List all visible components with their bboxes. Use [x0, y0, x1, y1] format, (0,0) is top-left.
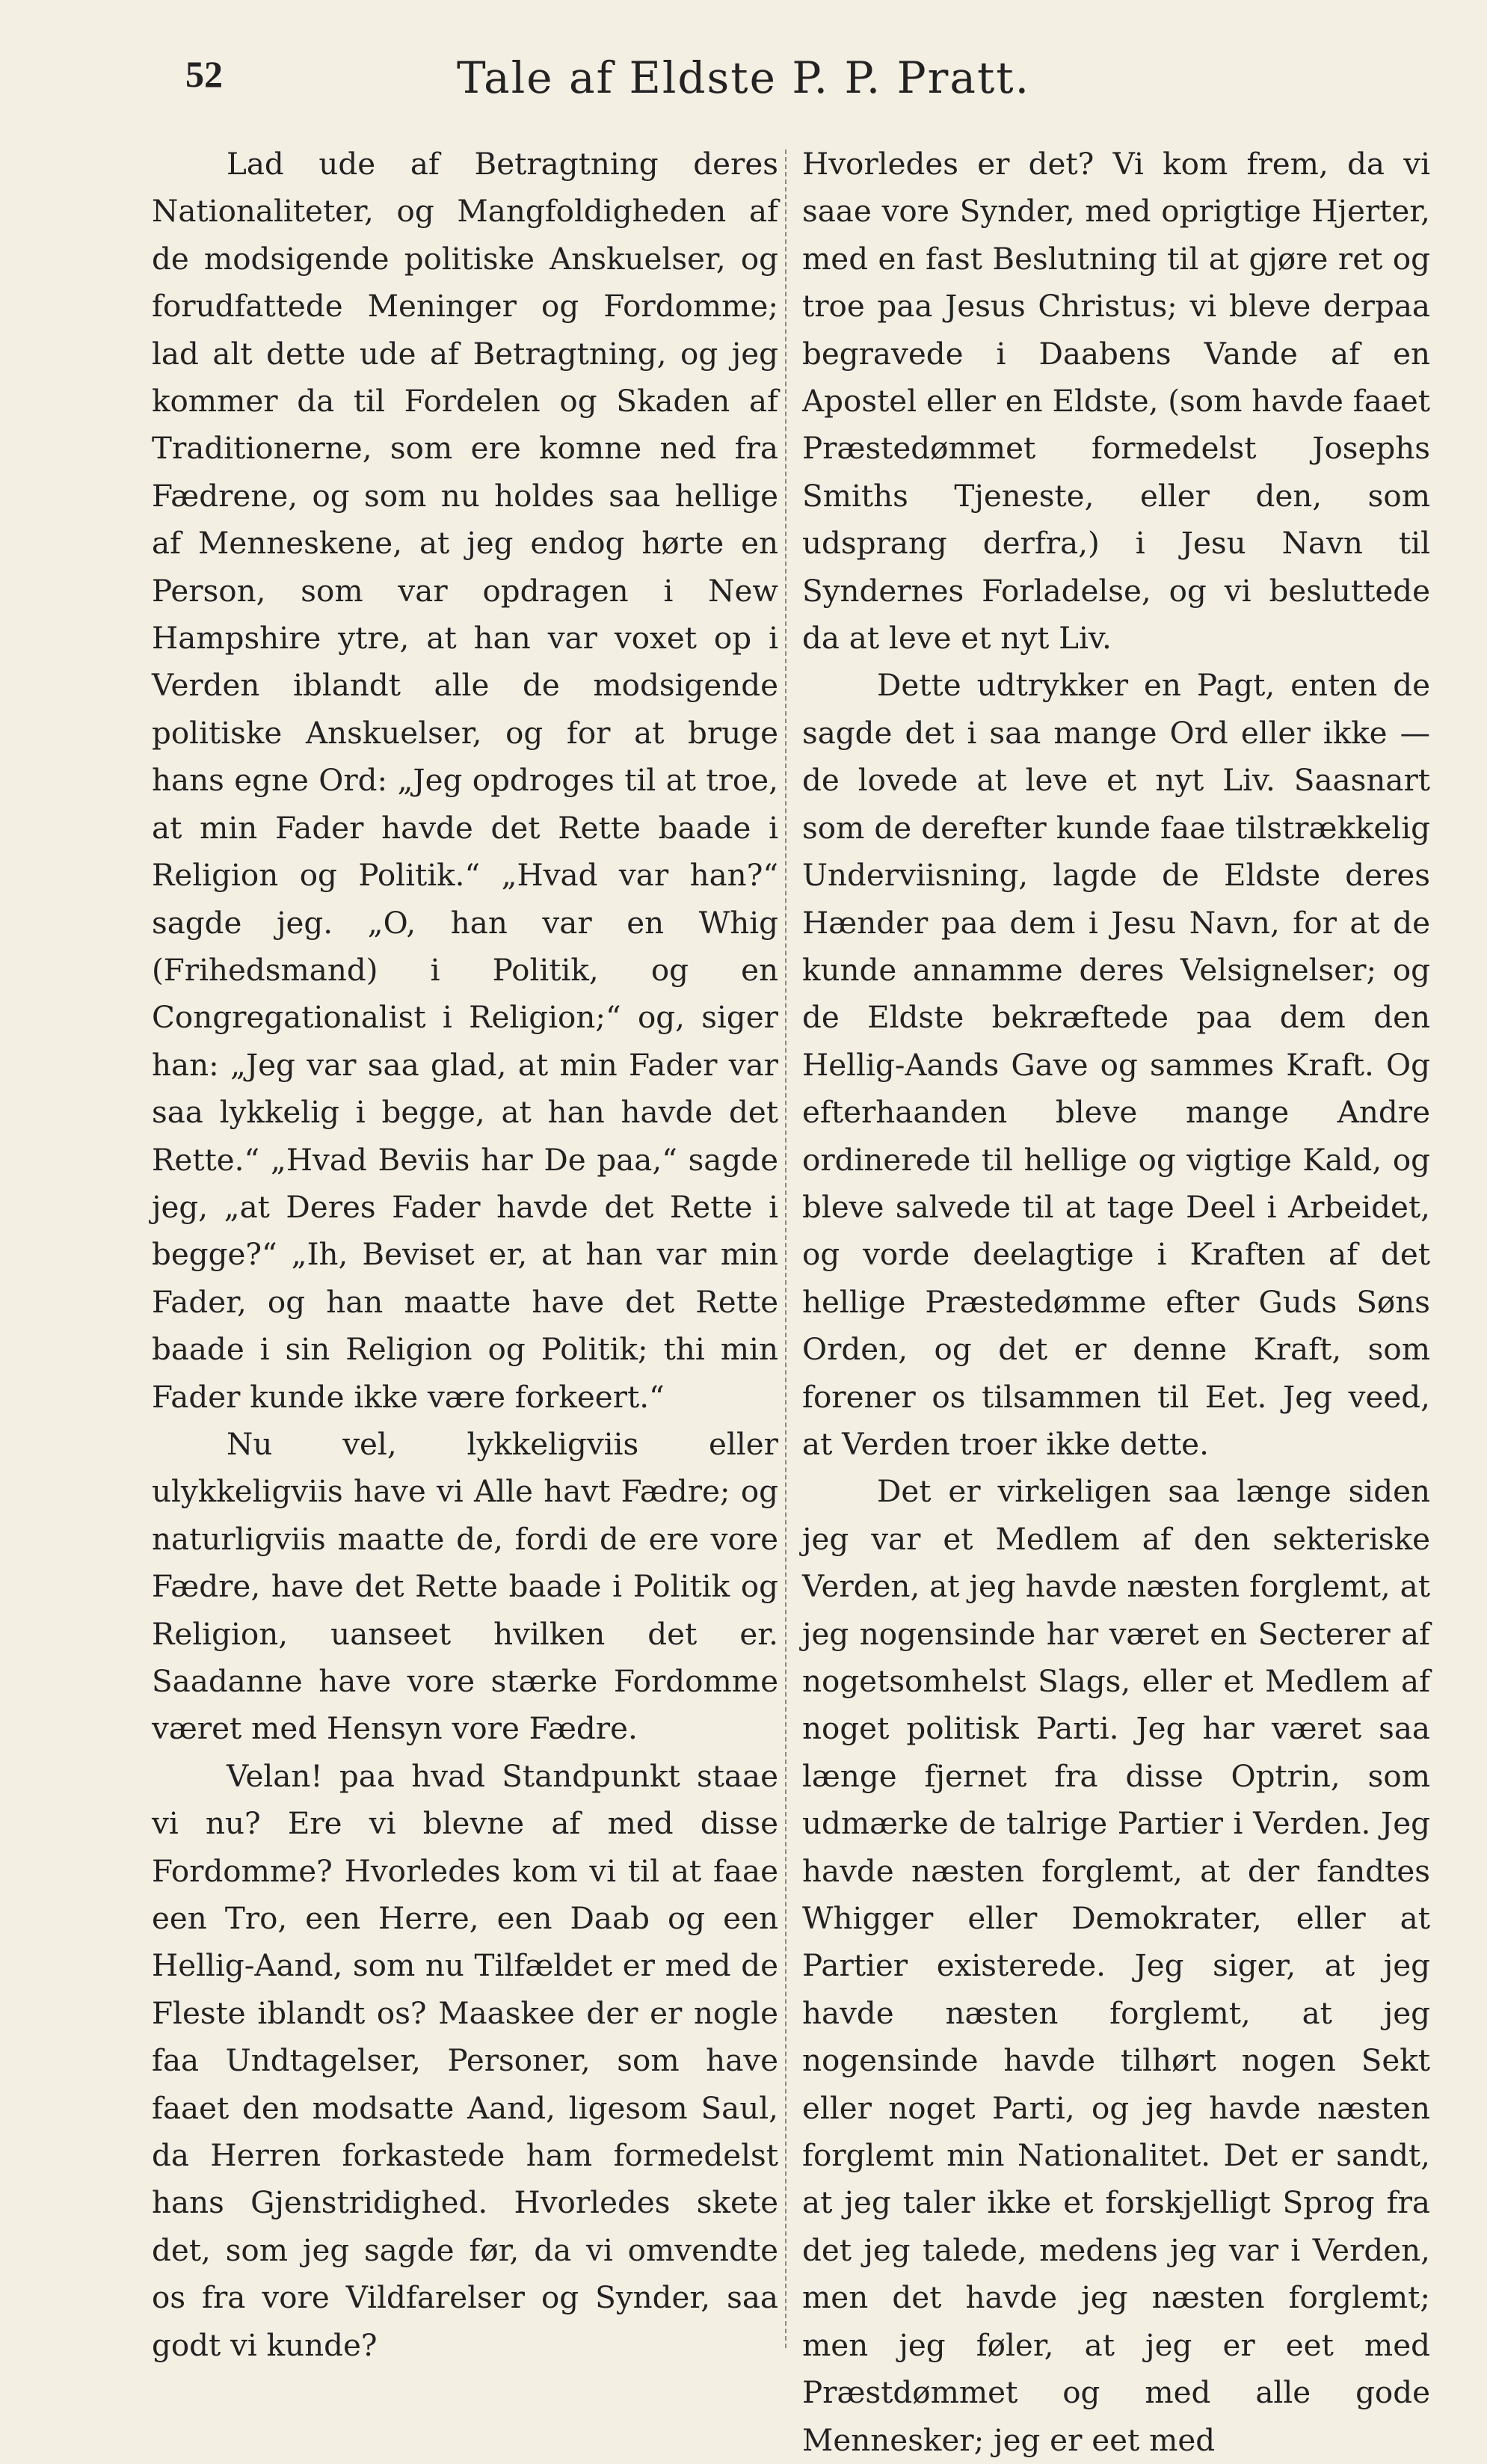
- right-column: [802, 141, 1430, 2464]
- running-title: Tale af Eldste P. P. Pratt.: [456, 52, 1031, 103]
- paragraph: Dette udtrykker en Pagt, enten de sagde det i saa mange Ord eller ikke — de lovede at leve et nyt Liv. Saasnart som de derefter kunde faae tilstrækkelig Underviisning, lagde de Eldste deres Hænder paa dem i Jesu Navn, for at de kunde annamme deres Velsignelser; og de Eldste bekræftede paa dem den Hellig-Aands Gave og sammes Kraft. Og efterhaanden bleve mange Andre ordinerede til hellige og vigtige Kald, og bleve salvede til at tage Deel i Arbeidet, og vorde deelagtige i Kraften af det hellige Præstedømme efter Guds Søns Orden, og det er denne Kraft, som forener os tilsammen til Eet. Jeg veed, at Verden troer ikke dette.: [802, 667, 1430, 1462]
- paragraph: Nu vel, lykkeligviis eller ulykkeligviis have vi Alle havt Fædre; og naturligviis maatte de, fordi de ere vore Fædre, have det Rette baade i Politik og Religion, uanseet hvilken det er. Saadanne have vore stærke Fordomme været med Hensyn vore Fædre.: [152, 1425, 778, 1747]
- paragraph: Lad ude af Betragtning deres Nationaliteter, og Mangfoldigheden af de modsigende politiske Anskuelser, og forudfattede Meninger og Fordomme; lad alt dette ude af Betragtning, og jeg kommer da til Fordelen og Skaden af Traditionerne, som ere komne ned fra Fædrene, og som nu holdes saa hellige af Menneskene, at jeg endog hørte en Person, som var opdragen i New Hampshire ytre, at han var voxet op i Verden iblandt alle de modsigende politiske Anskuelser, og for at bruge hans egne Ord: „Jeg opdroges til at troe, at min Fader havde det Rette baade i Religion og Politik.“ „Hvad var han?“ sagde jeg. „O, han var en Whig (Frihedsmand) i Politik, og en Congregationalist i Religion;“ og, siger han: „Jeg var saa glad, at min Fader var saa lykkelig i begge, at han havde det Rette.“ „Hvad Beviis har De paa,“ sagde jeg, „at Deres Fader havde det Rette i begge?“ „Ih, Beviset er, at han var min Fader, og han maatte have det Rette baade i sin Religion og Politik; thi min Fader kunde ikke være forkeert.“: [152, 146, 778, 1415]
- left-column: [152, 141, 778, 2369]
- paragraph: Hvorledes er det? Vi kom frem, da vi saae vore Synder, med oprigtige Hjerter, med en fast Beslutning til at gjøre ret og troe paa Jesus Christus; vi bleve derpaa begravede i Daabens Vande af en Apostel eller en Eldste, (som havde faaet Præstedømmet formedelst Josephs Smiths Tjeneste, eller den, som udsprang derfra,) i Jesu Navn til Syndernes Forladelse, og vi besluttede da at leve et nyt Liv.: [802, 146, 1430, 657]
- paragraph: Det er virkeligen saa længe siden jeg var et Medlem af den sekteriske Verden, at jeg havde næsten forglemt, at jeg nogensinde har været en Secterer af nogetsomhelst Slags, eller et Medlem af noget politisk Parti. Jeg har været saa længe fjernet fra disse Optrin, som udmærke de talrige Partier i Verden. Jeg havde næsten forglemt, at der fandtes Whigger eller Demokrater, eller at Partier existerede. Jeg siger, at jeg havde næsten forglemt, at jeg nogensinde havde tilhørt nogen Sekt eller noget Parti, og jeg havde næsten forglemt min Nationalitet. Det er sandt, at jeg taler ikke et forskjelligt Sprog fra det jeg talede, medens jeg var i Verden, men det havde jeg næsten forglemt; men jeg føler, at jeg er eet med Præstdømmet og med alle gode Mennesker; jeg er eet med: [802, 1473, 1430, 2458]
- page-header: [0, 52, 1487, 112]
- column-divider: [785, 150, 786, 2348]
- page-number: 52: [185, 53, 223, 95]
- paragraph: Velan! paa hvad Standpunkt staae vi nu? Ere vi blevne af med disse Fordomme? Hvorledes kom vi til at faae een Tro, een Herre, een Daab og een Hellig-Aand, som nu Tilfældet er med de Fleste iblandt os? Maaskee der er nogle faa Undtagelser, Personer, som have faaet den modsatte Aand, ligesom Saul, da Herren forkastede ham formedelst hans Gjenstridighed. Hvorledes skete det, som jeg sagde før, da vi omvendte os fra vore Vildfarelser og Synder, saa godt vi kunde?: [152, 1757, 778, 2363]
